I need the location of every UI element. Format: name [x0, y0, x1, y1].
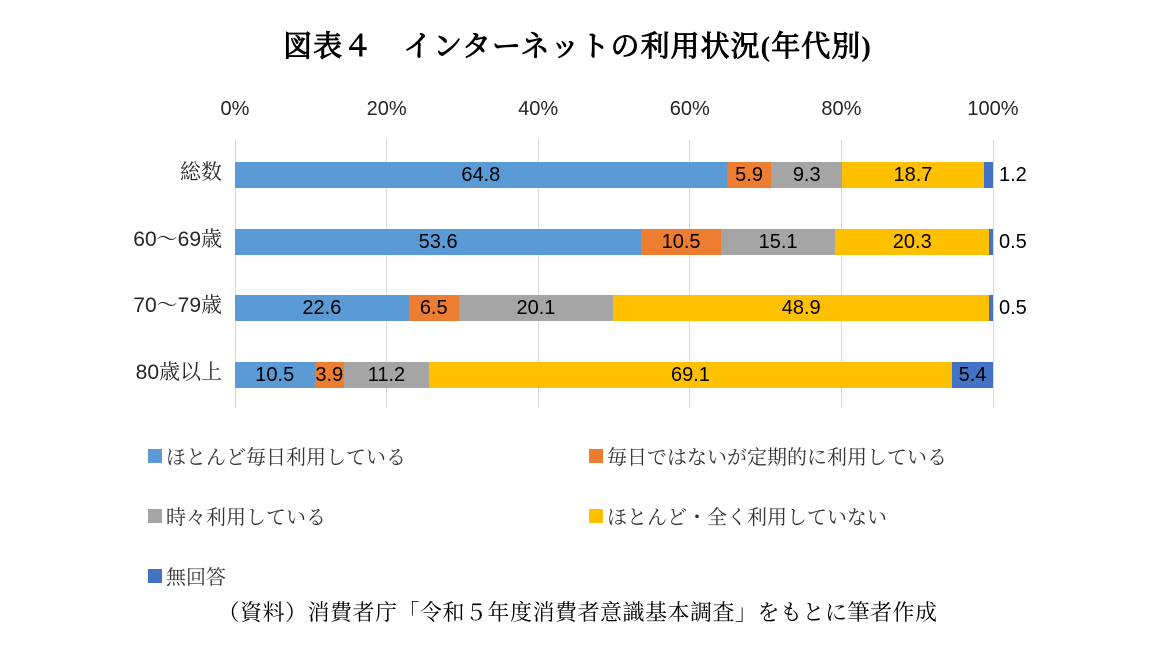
x-axis-tick-label: 0%: [220, 98, 250, 120]
bar-segment: [429, 362, 952, 388]
bar-segment: [984, 162, 993, 188]
chart-title: 図表４ インターネットの利用状況(年代別): [283, 31, 872, 63]
bar-segment: [989, 229, 993, 255]
data-label-outside: 0.5: [999, 230, 1027, 253]
x-axis-tick-label: 60%: [669, 98, 710, 120]
category-label: 60〜69歳: [133, 227, 222, 251]
bar-row: [235, 295, 993, 321]
bar-segment: [344, 362, 429, 388]
category-label: 総数: [180, 161, 222, 184]
legend-swatch-icon: [148, 569, 162, 583]
bar-segment: [771, 162, 842, 188]
data-label: 3.9: [315, 363, 344, 386]
bar-segment: [613, 295, 989, 321]
bar-segment: [235, 295, 409, 321]
category-label: 80歳以上: [135, 360, 222, 384]
legend-item: [148, 501, 589, 530]
legend-label: 無回答: [166, 567, 226, 589]
data-label: 20.1: [516, 297, 556, 319]
data-label: 53.6: [418, 230, 458, 253]
data-label-outside: 1.2: [999, 164, 1027, 186]
bar-segment: [235, 362, 315, 388]
category-axis-labels: [0, 140, 222, 408]
data-label-outside: 0.5: [999, 297, 1027, 319]
bar-segment: [235, 162, 727, 188]
bar-segment: [235, 229, 641, 255]
bar-segment: [641, 229, 721, 255]
x-axis-tick-label: 80%: [821, 98, 862, 120]
data-label: 5.4: [958, 363, 987, 386]
data-label: 18.7: [893, 164, 933, 186]
bar-row: [235, 229, 993, 255]
legend-item: [148, 441, 589, 470]
plot-area: [235, 140, 1027, 408]
bar-segment: [721, 229, 835, 255]
legend-label: ほとんど毎日利用している: [166, 447, 406, 469]
bar-row: [235, 162, 993, 188]
legend-item: [148, 561, 589, 590]
source-note: （資料）消費者庁「令和５年度消費者意識基本調査」をもとに筆者作成: [217, 600, 938, 625]
data-label: 5.9: [735, 164, 763, 186]
bar-segment: [842, 162, 984, 188]
bar-segment: [409, 295, 459, 321]
x-axis-tick-label: 40%: [518, 98, 559, 120]
data-label: 69.1: [670, 363, 710, 386]
legend-swatch-icon: [148, 449, 162, 463]
category-label: 70〜79歳: [133, 294, 222, 317]
data-label: 11.2: [367, 363, 406, 386]
legend-label: 時々利用している: [166, 507, 326, 529]
bar-segment: [989, 295, 993, 321]
legend-label: ほとんど・全く利用していない: [607, 507, 887, 529]
data-label: 20.3: [892, 230, 932, 253]
bar-row: [235, 362, 993, 388]
bar-segment: [727, 162, 772, 188]
data-label: 10.5: [661, 230, 701, 253]
bar-segment: [835, 229, 989, 255]
data-label: 10.5: [255, 363, 295, 386]
data-label: 6.5: [419, 297, 448, 319]
data-label: 64.8: [461, 164, 501, 186]
legend-item: [589, 501, 947, 530]
legend-label: 毎日ではないが定期的に利用している: [607, 447, 947, 469]
x-axis-tick-label: 100%: [967, 98, 1019, 120]
data-label: 15.1: [758, 230, 798, 253]
bar-segment: [952, 362, 993, 388]
bar-segment: [315, 362, 345, 388]
data-label: 22.6: [302, 297, 342, 319]
legend-swatch-icon: [589, 509, 603, 523]
legend-swatch-icon: [589, 449, 603, 463]
bar-segment: [459, 295, 614, 321]
legend: [148, 441, 947, 590]
x-axis: [220, 98, 1019, 124]
legend-item: [589, 441, 947, 470]
x-axis-tick-label: 20%: [366, 98, 407, 120]
data-label: 9.3: [792, 164, 821, 186]
legend-swatch-icon: [148, 509, 162, 523]
data-label: 48.9: [781, 297, 821, 319]
